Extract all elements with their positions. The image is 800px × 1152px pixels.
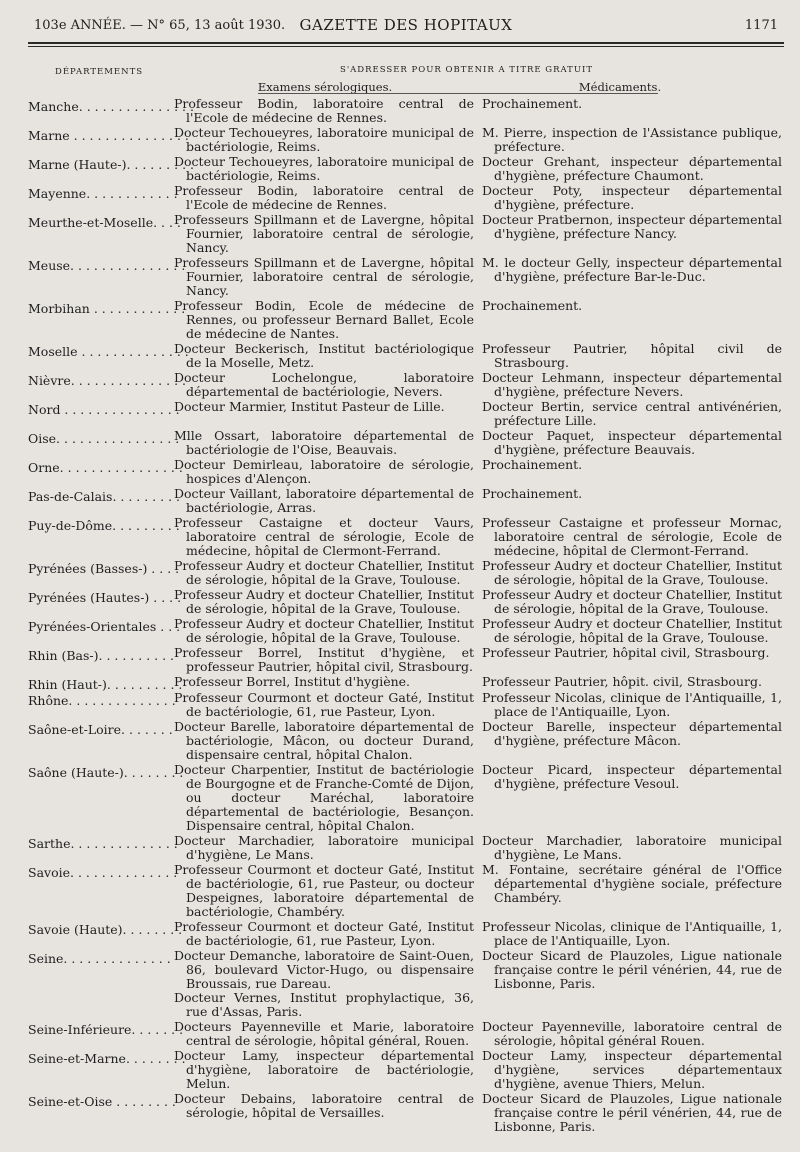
examens-entry: Docteur Techoueyres, laboratoire municipal de bactériologie, Reims. xyxy=(174,154,474,183)
examens-entry: Professeur Courmont et docteur Gaté, Institut de bactériologie, 61, rue Pasteur, ou docteur Despeignes, laboratoire départemental de bactériologie, Chambéry. xyxy=(174,862,474,919)
examens-cell xyxy=(174,720,474,762)
departement-name: Marne . . . . . . . . . . . . . . . xyxy=(28,128,189,143)
medicaments-entry: Prochainement. xyxy=(482,457,583,472)
medicaments-cell xyxy=(482,920,782,948)
issue-line: 103e ANNÉE. — N° 65, 13 août 1930. xyxy=(34,18,286,33)
examens-entry: Professeur Castaigne et docteur Vaurs, laboratoire central de sérologie, Ecole de médecine, hôpital de Clermont-Ferrand. xyxy=(174,515,474,558)
medicaments-entry: M. Fontaine, secrétaire général de l'Office départemental d'hygiène sociale, préfecture Chambéry. xyxy=(482,862,782,905)
medicaments-cell xyxy=(482,155,782,183)
departement-name: Puy-de-Dôme. . . . . . . . . xyxy=(28,518,180,533)
medicaments-entry: Professeur Audry et docteur Chatellier, Institut de sérologie, hôpital de la Grave, Toulouse. xyxy=(482,616,782,645)
departement-name: Sarthe. . . . . . . . . . . . . . xyxy=(28,836,178,851)
medicaments-entry: Docteur Poty, inspecteur départemental d'hygiène, préfecture. xyxy=(482,183,782,212)
examens-cell xyxy=(174,516,474,558)
examens-cell xyxy=(174,1049,474,1091)
medicaments-entry: Docteur Payenneville, laboratoire central de sérologie, hôpital général Rouen. xyxy=(482,1019,782,1048)
medicaments-entry: Prochainement. xyxy=(482,486,583,501)
examens-entry: Docteur Vernes, Institut prophylactique, 36, rue d'Assas, Paris. xyxy=(174,990,474,1019)
departement-name: Rhin (Bas-). . . . . . . . . . xyxy=(28,648,175,663)
medicaments-cell xyxy=(482,949,782,991)
medicaments-cell xyxy=(482,516,782,558)
examens-cell xyxy=(174,920,474,948)
medicaments-entry: Professeur Nicolas, clinique de l'Antiquaille, 1, place de l'Antiquaille, Lyon. xyxy=(482,690,782,719)
examens-cell xyxy=(174,763,474,833)
medicaments-entry: Docteur Pratbernon, inspecteur départemental d'hygiène, préfecture Nancy. xyxy=(482,212,782,241)
medicaments-entry: Professeur Audry et docteur Chatellier, Institut de sérologie, hôpital de la Grave, Toulouse. xyxy=(482,558,782,587)
examens-entry: Professeur Courmont et docteur Gaté, Institut de bactériologie, 61, rue Pasteur, Lyon. xyxy=(174,919,474,948)
medicaments-cell xyxy=(482,342,782,370)
examens-cell xyxy=(174,126,474,154)
departement-name: Nord . . . . . . . . . . . . . . . xyxy=(28,402,180,417)
examens-entry: Professeur Bodin, Ecole de médecine de Rennes, ou professeur Bernard Ballet, Ecole de médecine de Nantes. xyxy=(174,298,474,341)
medicaments-cell xyxy=(482,213,782,241)
departement-name: Saône-et-Loire. . . . . . . xyxy=(28,722,173,737)
departement-name: Manche. . . . . . . . . . . . . . . xyxy=(28,99,194,114)
medicaments-entry: Docteur Grehant, inspecteur départemental d'hygiène, préfecture Chaumont. xyxy=(482,154,782,183)
medicaments-cell xyxy=(482,184,782,212)
medicaments-entry: Professeur Audry et docteur Chatellier, Institut de sérologie, hôpital de la Grave, Toulouse. xyxy=(482,587,782,616)
medicaments-entry: Professeur Pautrier, hôpit. civil, Strasbourg. xyxy=(482,674,762,689)
departement-name: Pyrénées (Basses-) . . . . xyxy=(28,561,180,576)
examens-cell xyxy=(174,675,474,689)
medicaments-cell xyxy=(482,429,782,457)
examens-entry: Docteur Debains, laboratoire central de sérologie, hôpital de Versailles. xyxy=(174,1091,474,1120)
table-subtitle: S'ADRESSER POUR OBTENIR A TITRE GRATUIT xyxy=(340,65,594,75)
departement-name: Meurthe-et-Moselle. . . . xyxy=(28,215,181,230)
departement-name: Seine-Inférieure. . . . . . . xyxy=(28,1022,184,1037)
departement-name: Seine. . . . . . . . . . . . . . xyxy=(28,951,171,966)
departement-name: Moselle . . . . . . . . . . . . . . xyxy=(28,344,189,359)
medicaments-entry: M. le docteur Gelly, inspecteur départemental d'hygiène, préfecture Bar-le-Duc. xyxy=(482,255,782,284)
examens-cell xyxy=(174,299,474,341)
examens-entry: Professeur Borrel, Institut d'hygiène, et professeur Pautrier, hôpital civil, Strasbourg. xyxy=(174,645,474,674)
examens-entry: Professeur Audry et docteur Chatellier, Institut de sérologie, hôpital de la Grave, Toulouse. xyxy=(174,616,474,645)
examens-cell xyxy=(174,559,474,587)
medicaments-cell xyxy=(482,1020,782,1048)
medicaments-cell xyxy=(482,97,782,111)
departement-name: Meuse. . . . . . . . . . . . . . . xyxy=(28,258,186,273)
medicaments-entry: Prochainement. xyxy=(482,96,583,111)
examens-cell xyxy=(174,646,474,674)
examens-entry: Docteur Lamy, inspecteur départemental d'hygiène, laboratoire de bactériologie, Melun. xyxy=(174,1048,474,1091)
medicaments-cell xyxy=(482,256,782,284)
examens-entry: Docteur Beckerisch, Institut bactériologique de la Moselle, Metz. xyxy=(174,341,474,370)
medicaments-cell xyxy=(482,126,782,154)
page-number: 1171 xyxy=(744,18,778,33)
examens-cell xyxy=(174,184,474,212)
medicaments-cell xyxy=(482,299,782,313)
examens-entry: Professeur Borrel, Institut d'hygiène. xyxy=(174,674,411,689)
medicaments-cell xyxy=(482,487,782,501)
departement-name: Pyrénées (Hautes-) . . . . xyxy=(28,590,182,605)
examens-entry: Professeurs Spillmann et de Lavergne, hôpital Fournier, laboratoire central de sérologie, Nancy. xyxy=(174,255,474,298)
departement-name: Rhône. . . . . . . . . . . . . . xyxy=(28,693,176,708)
medicaments-cell xyxy=(482,646,782,660)
departement-name: Marne (Haute-). . . . . . . . . xyxy=(28,157,194,172)
medicaments-cell xyxy=(482,371,782,399)
medicaments-cell xyxy=(482,675,782,689)
examens-cell xyxy=(174,834,474,862)
departement-name: Savoie. . . . . . . . . . . . . . xyxy=(28,865,178,880)
examens-cell xyxy=(174,256,474,298)
medicaments-entry: Professeur Castaigne et professeur Mornac, laboratoire central de sérologie, Ecole de médecine, hôpital de Clermont-Ferrand. xyxy=(482,515,782,558)
departement-name: Morbihan . . . . . . . . . . . . xyxy=(28,301,186,316)
departement-name: Pyrénées-Orientales . . . xyxy=(28,619,181,634)
medicaments-entry: Professeur Nicolas, clinique de l'Antiquaille, 1, place de l'Antiquaille, Lyon. xyxy=(482,919,782,948)
medicaments-cell xyxy=(482,763,782,791)
medicaments-entry: Docteur Picard, inspecteur départemental d'hygiène, préfecture Vesoul. xyxy=(482,762,782,791)
medicaments-cell xyxy=(482,1092,782,1134)
departement-name: Saône (Haute-). . . . . . . . xyxy=(28,765,184,780)
examens-cell xyxy=(174,155,474,183)
examens-cell xyxy=(174,371,474,399)
examens-entry: Professeur Audry et docteur Chatellier, Institut de sérologie, hôpital de la Grave, Toulouse. xyxy=(174,587,474,616)
examens-cell xyxy=(174,1020,474,1048)
medicaments-entry: Docteur Lamy, inspecteur départemental d'hygiène, services départementaux d'hygiène, avenue Thiers, Melun. xyxy=(482,1048,782,1091)
examens-entry: Docteur Marchadier, laboratoire municipal d'hygiène, Le Mans. xyxy=(174,833,474,862)
examens-entry: Professeurs Spillmann et de Lavergne, hôpital Fournier, laboratoire central de sérologie, Nancy. xyxy=(174,212,474,255)
medicaments-cell xyxy=(482,559,782,587)
medicaments-entry: Prochainement. xyxy=(482,298,583,313)
examens-cell xyxy=(174,487,474,515)
column-header-departements: DÉPARTEMENTS xyxy=(55,67,144,77)
medicaments-cell xyxy=(482,1049,782,1091)
examens-entry: Mlle Ossart, laboratoire départemental de bactériologie de l'Oise, Beauvais. xyxy=(174,428,474,457)
departement-name: Seine-et-Marne. . . . . . . . xyxy=(28,1051,186,1066)
medicaments-entry: Docteur Lehmann, inspecteur départemental d'hygiène, préfecture Nevers. xyxy=(482,370,782,399)
examens-cell xyxy=(174,691,474,719)
medicaments-cell xyxy=(482,400,782,428)
departement-name: Oise. . . . . . . . . . . . . . . . xyxy=(28,431,180,446)
departement-name: Mayenne. . . . . . . . . . . . xyxy=(28,186,178,201)
examens-cell xyxy=(174,342,474,370)
medicaments-cell xyxy=(482,863,782,905)
examens-cell xyxy=(174,863,474,919)
medicaments-entry: M. Pierre, inspection de l'Assistance publique, préfecture. xyxy=(482,125,782,154)
departement-name: Nièvre. . . . . . . . . . . . . . . xyxy=(28,373,186,388)
medicaments-entry: Docteur Marchadier, laboratoire municipal d'hygiène, Le Mans. xyxy=(482,833,782,862)
examens-cell xyxy=(174,97,474,125)
medicaments-entry: Professeur Pautrier, hôpital civil, Strasbourg. xyxy=(482,645,770,660)
examens-cell xyxy=(174,213,474,255)
medicaments-cell xyxy=(482,458,782,472)
examens-entry: Docteur Vaillant, laboratoire départemental de bactériologie, Arras. xyxy=(174,486,474,515)
examens-cell xyxy=(174,588,474,616)
examens-entry: Docteur Techoueyres, laboratoire municipal de bactériologie, Reims. xyxy=(174,125,474,154)
examens-entry: Docteurs Payenneville et Marie, laboratoire central de sérologie, hôpital général, Rouen. xyxy=(174,1019,474,1048)
examens-entry: Professeur Bodin, laboratoire central de l'Ecole de médecine de Rennes. xyxy=(174,96,474,125)
medicaments-entry: Docteur Sicard de Plauzoles, Ligue nationale française contre le péril vénérien, 44, rue de Lisbonne, Paris. xyxy=(482,948,782,991)
examens-entry: Docteur Demirleau, laboratoire de sérologie, hospices d'Alençon. xyxy=(174,457,474,486)
medicaments-cell xyxy=(482,720,782,748)
medicaments-cell xyxy=(482,617,782,645)
examens-entry: Docteur Barelle, laboratoire départemental de bactériologie, Mâcon, ou docteur Durand, dispensaire central, hôpital Chalon. xyxy=(174,719,474,762)
medicaments-cell xyxy=(482,834,782,862)
medicaments-entry: Professeur Pautrier, hôpital civil de Strasbourg. xyxy=(482,341,782,370)
column-header-examens: Examens sérologiques. xyxy=(257,80,393,94)
examens-cell xyxy=(174,429,474,457)
examens-entry: Professeur Audry et docteur Chatellier, Institut de sérologie, hôpital de la Grave, Toulouse. xyxy=(174,558,474,587)
medicaments-entry: Docteur Sicard de Plauzoles, Ligue nationale française contre le péril vénérien, 44, rue de Lisbonne, Paris. xyxy=(482,1091,782,1134)
column-header-medicaments: Médicaments. xyxy=(578,80,662,94)
examens-entry: Professeur Courmont et docteur Gaté, Institut de bactériologie, 61, rue Pasteur, Lyon. xyxy=(174,690,474,719)
medicaments-cell xyxy=(482,588,782,616)
examens-entry: Docteur Demanche, laboratoire de Saint-Ouen, 86, boulevard Victor-Hugo, ou dispensaire Broussais, rue Dareau. xyxy=(174,948,474,991)
medicaments-cell xyxy=(482,691,782,719)
departement-name: Savoie (Haute). . . . . . . . xyxy=(28,922,183,937)
examens-cell xyxy=(174,458,474,486)
examens-entry: Professeur Bodin, laboratoire central de l'Ecole de médecine de Rennes. xyxy=(174,183,474,212)
examens-cell xyxy=(174,400,474,414)
examens-cell xyxy=(174,617,474,645)
examens-cell xyxy=(174,949,474,1019)
examens-entry: Docteur Marmier, Institut Pasteur de Lille. xyxy=(174,399,445,414)
examens-entry: Docteur Lochelongue, laboratoire départemental de bactériologie, Nevers. xyxy=(174,370,474,399)
medicaments-entry: Docteur Paquet, inspecteur départemental d'hygiène, préfecture Beauvais. xyxy=(482,428,782,457)
departement-name: Seine-et-Oise . . . . . . . . xyxy=(28,1094,176,1109)
journal-title: GAZETTE DES HOPITAUX xyxy=(299,16,513,34)
examens-cell xyxy=(174,1092,474,1120)
medicaments-entry: Docteur Barelle, inspecteur départemental d'hygiène, préfecture Mâcon. xyxy=(482,719,782,748)
departement-name: Pas-de-Calais. . . . . . . . . xyxy=(28,489,180,504)
medicaments-entry: Docteur Bertin, service central antivénérien, préfecture Lille. xyxy=(482,399,782,428)
examens-entry: Docteur Charpentier, Institut de bactériologie de Bourgogne et de Franche-Comté de Dijon, ou docteur Maréchal, laboratoire départemental de bactériologie, Besançon. Dispensaire central, hôpital Chalon. xyxy=(174,762,474,833)
departement-name: Orne. . . . . . . . . . . . . . . . xyxy=(28,460,183,475)
departement-name: Rhin (Haut-). . . . . . . . . . xyxy=(28,677,183,692)
